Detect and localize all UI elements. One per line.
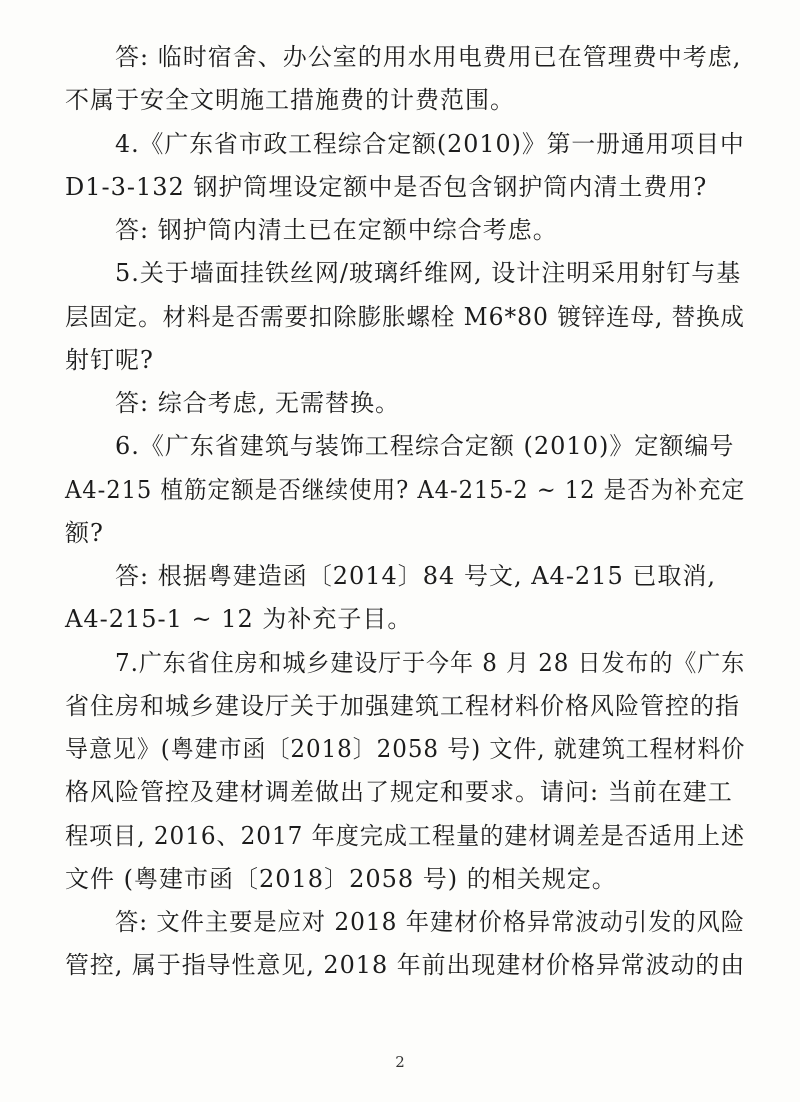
text-line: 额?	[65, 519, 104, 547]
text-line: 不属于安全文明施工措施费的计费范围。	[65, 86, 515, 114]
text-line: 答: 文件主要是应对 2018 年建材价格异常波动引发的风险	[115, 908, 746, 936]
text-line: 答: 综合考虑, 无需替换。	[115, 389, 400, 417]
text-line: D1-3-132 钢护筒埋设定额中是否包含钢护筒内清土费用?	[65, 173, 708, 201]
text-line: 格风险管控及建材调差做出了规定和要求。请问: 当前在建工	[65, 778, 733, 806]
text-line: 4.《广东省市政工程综合定额(2010)》第一册通用项目中	[115, 130, 745, 158]
text-line: 层固定。材料是否需要扣除膨胀螺栓 M6*80 镀锌连母, 替换成	[65, 303, 745, 331]
text-line: 射钉呢?	[65, 346, 154, 374]
text-line: 文件 (粤建市函〔2018〕2058 号) 的相关规定。	[65, 865, 617, 893]
text-line: 5.关于墙面挂铁丝网/玻璃纤维网, 设计注明采用射钉与基	[115, 259, 742, 287]
text-line: 答: 根据粤建造函〔2014〕84 号文, A4-215 已取消,	[115, 562, 716, 590]
text-line: 管控, 属于指导性意见, 2018 年前出现建材价格异常波动的由	[65, 951, 746, 979]
text-line: A4-215-1 ~ 12 为补充子目。	[65, 605, 413, 633]
page-number: 2	[395, 1053, 405, 1071]
text-line: 答: 临时宿舍、办公室的用水用电费用已在管理费中考虑,	[115, 43, 742, 71]
text-line: 6.《广东省建筑与装饰工程综合定额 (2010)》定额编号	[115, 432, 735, 460]
text-line: 导意见》(粤建市函〔2018〕2058 号) 文件, 就建筑工程材料价	[65, 735, 746, 763]
text-line: 省住房和城乡建设厅关于加强建筑工程材料价格风险管控的指	[65, 692, 740, 720]
text-line: 7.广东省住房和城乡建设厅于今年 8 月 28 日发布的《广东	[115, 649, 746, 677]
text-line: A4-215 植筋定额是否继续使用? A4-215-2 ~ 12 是否为补充定	[65, 476, 746, 504]
text-line: 答: 钢护筒内清土已在定额中综合考虑。	[115, 216, 558, 244]
text-line: 程项目, 2016、2017 年度完成工程量的建材调差是否适用上述	[65, 822, 746, 850]
